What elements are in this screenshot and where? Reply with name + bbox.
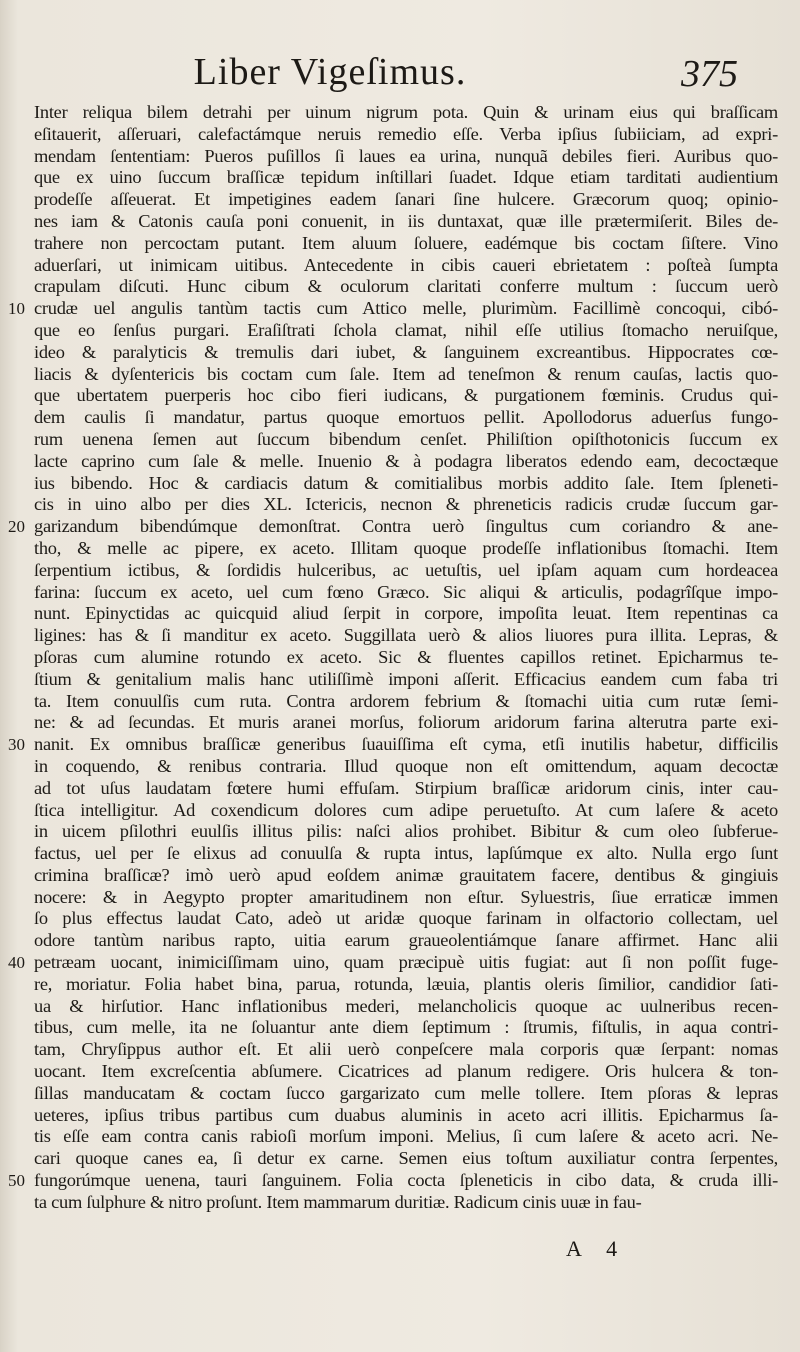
text-line: ua & hirſutior. Hanc inflationibus mederi, melancholicis quoque ac uulneribus recen- bbox=[34, 995, 778, 1016]
text-line: ius bibendo. Hoc & cardiacis datum & comitialibus morbis addito ſale. Item ſpleneti- bbox=[34, 472, 778, 493]
text-line: eſitauerit, aſſeruari, calefactámque neruis remedio eſſe. Verba ipſius ſubiiciam, ad expri- bbox=[34, 123, 778, 144]
text-line: prodeſſe aſſeuerat. Et impetigines eadem ſanari ſine hulcere. Græcorum quoq; opinio- bbox=[34, 189, 778, 210]
text-line: lacte caprino cum ſale & melle. Inuenio & à podagra liberatos edendo eam, decoctæque bbox=[34, 450, 778, 471]
text-line: dem caulis ſi mandatur, partus quoque emortuos pellit. Apollodorus aduerſus fungo- bbox=[34, 407, 778, 428]
text-line: ſtica intelligitur. Ad coxendicum dolores cum adipe peruetuſto. At cum laſere & aceto bbox=[34, 799, 778, 820]
text-line: rum uenena ſemen aut ſuccum bibendum cenſet. Philiſtion opiſthotonicis ſuccum ex bbox=[34, 428, 778, 449]
text-line: in uicem pſilothri euulſis illitus pilis: naſci alios prohibet. Bibitur & cum oleo ſubferue- bbox=[34, 821, 778, 842]
text-line: ſillas manducatam & coctam ſucco gargarizato cum melle tollere. Item pſoras & lepras bbox=[34, 1082, 778, 1103]
text-line: ta cum ſulphure & nitro proſunt. Item mammarum duritiæ. Radicum cinis uuæ in fau- bbox=[34, 1191, 642, 1212]
running-title: Liber Vigeſimus. bbox=[193, 51, 467, 93]
text-line: ſtium & genitalium malis hanc utiliſſimè imponi aſſerit. Efficacius eandem cum faba tri bbox=[34, 668, 778, 689]
text-line: ueteres, ipſius tribus partibus cum duabus aluminis in aceto acri illitis. Epicharmus ſa- bbox=[34, 1104, 778, 1125]
text-line: cis in uino albo per dies XL. Ictericis, necnon & phreneticis radicis crudæ ſuccum gar- bbox=[34, 494, 778, 515]
text-line: ta. Item conuulſis cum ruta. Contra ardorem febrium & ſtomachi uitia cum rutæ ſemi- bbox=[34, 690, 778, 711]
text-line: uocant. Item excreſcentia abſumere. Cicatrices ad planum redigere. Oris hulcera & ton- bbox=[34, 1061, 778, 1082]
line-number: 40 bbox=[8, 953, 25, 973]
text-line: tibus, cum melle, ita ne ſoluantur ante diem ſeptimum : ſtrumis, fiſtulis, in aqua contri- bbox=[34, 1017, 778, 1038]
text-line: ad tot uſus laudatam fœtere humi effuſam. Stirpium braſſicæ aridorum cinis, inter cau- bbox=[34, 777, 778, 798]
text-line: que ubertatem puerperis hoc cibo fieri iudicans, & purgationem fœminis. Crudus qui- bbox=[34, 385, 778, 406]
text-line: ne: & ad ſecundas. Et muris aranei morſus, foliorum aridorum farina alterutra parte exi- bbox=[34, 712, 778, 733]
text-line: ligines: has & ſi manditur ex aceto. Suggillata uerò & alios liuores pura illita. Lepras, & bbox=[34, 625, 778, 646]
text-line: petræam uocant, inimiciſſimam uino, quam præcipuè uitis fugiat: aut ſi non poſſit fuge- bbox=[34, 952, 778, 973]
text-line: re, moriatur. Folia habet bina, parua, rotunda, læuia, plantis oleris ſimilior, candidior ſati- bbox=[34, 973, 778, 994]
text-line: tam, Chryſippus author eſt. Et alii uerò conpeſcere mala corporis quæ ſerpant: nomas bbox=[34, 1039, 778, 1060]
text-line: odore tantùm naribus rapto, uitia earum graueolentiámque ſanare affirmet. Hanc alii bbox=[34, 930, 778, 951]
page-number: 375 bbox=[681, 53, 738, 95]
text-line: fungorúmque uenena, tauri ſanguinem. Folia cocta ſpleneticis in cibo data, & cruda illi- bbox=[34, 1170, 778, 1191]
signature-mark: A 4 bbox=[566, 1236, 628, 1261]
text-line: ſerpentium ictibus, & ſordidis hulceribus, ac uetuſtis, uel ipſam aquam cum hordeacea bbox=[34, 559, 778, 580]
text-line: pſoras cum alumine rotundo ex aceto. Sic & fluentes capillos retinet. Epicharmus te- bbox=[34, 646, 778, 667]
text-line: liacis & dyſentericis bis coctam cum ſale. Item ad teneſmon & renum cauſas, lactis quo- bbox=[34, 363, 778, 384]
text-line: nocere: & in Aegypto propter amaritudinem non eſtur. Syluestris, ſiue erraticæ immen bbox=[34, 886, 778, 907]
text-line: que ex uino ſuccum braſſicæ tepidum inſtillari ſuadet. Idque etiam tarditati audientium bbox=[34, 167, 778, 188]
text-line: Inter reliqua bilem detrahi per uinum nigrum pota. Quin & urinam eius qui braſſicam bbox=[34, 102, 778, 122]
text-line: ideo & paralyticis & tremulis dari iubet, & ſanguinem excreantibus. Hippocrates cœ- bbox=[34, 341, 778, 362]
line-number: 30 bbox=[8, 735, 25, 755]
line-number: 50 bbox=[8, 1171, 25, 1191]
text-line: aduerſari, ut inimicam uitibus. Antecedente in cibis caueri ebrietatem : poſteà ſumpta bbox=[34, 254, 778, 275]
text-line: que eo ſenſus purgari. Eraſiſtrati ſchola clamat, nihil eſſe utilius ſtomacho neruiſque, bbox=[34, 319, 778, 340]
text-line: farina: ſuccum ex aceto, uel cum fœno Græco. Sic aliqui & articulis, podagrîſque impo- bbox=[34, 581, 778, 602]
text-line: mendam ſententiam: Pueros puſillos ſi laues ea urina, nunquã debiles fieri. Auribus quo- bbox=[34, 145, 778, 166]
text-line: crudæ uel angulis tantùm tactis cum Attico melle, plurimùm. Facillimè concoqui, cibó- bbox=[34, 298, 778, 319]
text-line: trahere non percoctam putant. Item aluum ſoluere, eadémque bis coctam ſiſtere. Vino bbox=[34, 232, 778, 253]
line-number: 10 bbox=[8, 299, 25, 319]
line-number: 20 bbox=[8, 517, 25, 537]
text-line: crapulam diſcuti. Hunc cibum & oculorum claritati conferre multum : ſuccum uerò bbox=[34, 276, 778, 297]
text-line: cari quoque canes ea, ſi detur ex carne. Semen eius toſtum auxiliatur contra ſerpentes, bbox=[34, 1148, 778, 1169]
text-line: factus, uel per ſe elixus ad conuulſa & rupta intus, lapſúmque ex alto. Nulla ergo ſunt bbox=[34, 843, 778, 864]
text-line: crimina braſſicæ? imò uerò apud eoſdem animæ grauitatem facere, dentibus & gingiuis bbox=[34, 864, 778, 885]
text-line: nunt. Epinyctidas ac quicquid aliud ſerpit in corpore, impoſita leuat. Item repentinas ca bbox=[34, 603, 778, 624]
text-line: ſo plus effectus laudat Cato, adeò ut aridæ quoque farinam in olfactorio collectam, uel bbox=[34, 908, 778, 929]
text-line: tis eſſe eam contra canis rabioſi morſum imponi. Melius, ſi cum laſere & aceto acri. Ne- bbox=[34, 1126, 778, 1147]
body-text bbox=[34, 102, 778, 1214]
text-line: garizandum bibendúmque demonſtrat. Contra uerò ſingultus cum coriandro & ane- bbox=[34, 516, 778, 537]
text-line: tho, & melle ac pipere, ex aceto. Illitam quoque prodeſſe inflationibus ſtomachi. Item bbox=[34, 537, 778, 558]
page-header bbox=[0, 50, 800, 100]
text-line: in coquendo, & renibus contraria. Illud quoque non eſt omittendum, aquam decoctæ bbox=[34, 755, 778, 776]
text-line: nes iam & Catonis cauſa poni conuenit, in iis duntaxat, quæ ille prætermiſerit. Biles de- bbox=[34, 210, 778, 231]
text-line: nanit. Ex omnibus braſſicæ generibus ſuauiſſima eſt cyma, etſi inutilis habetur, difficilis bbox=[34, 734, 778, 755]
